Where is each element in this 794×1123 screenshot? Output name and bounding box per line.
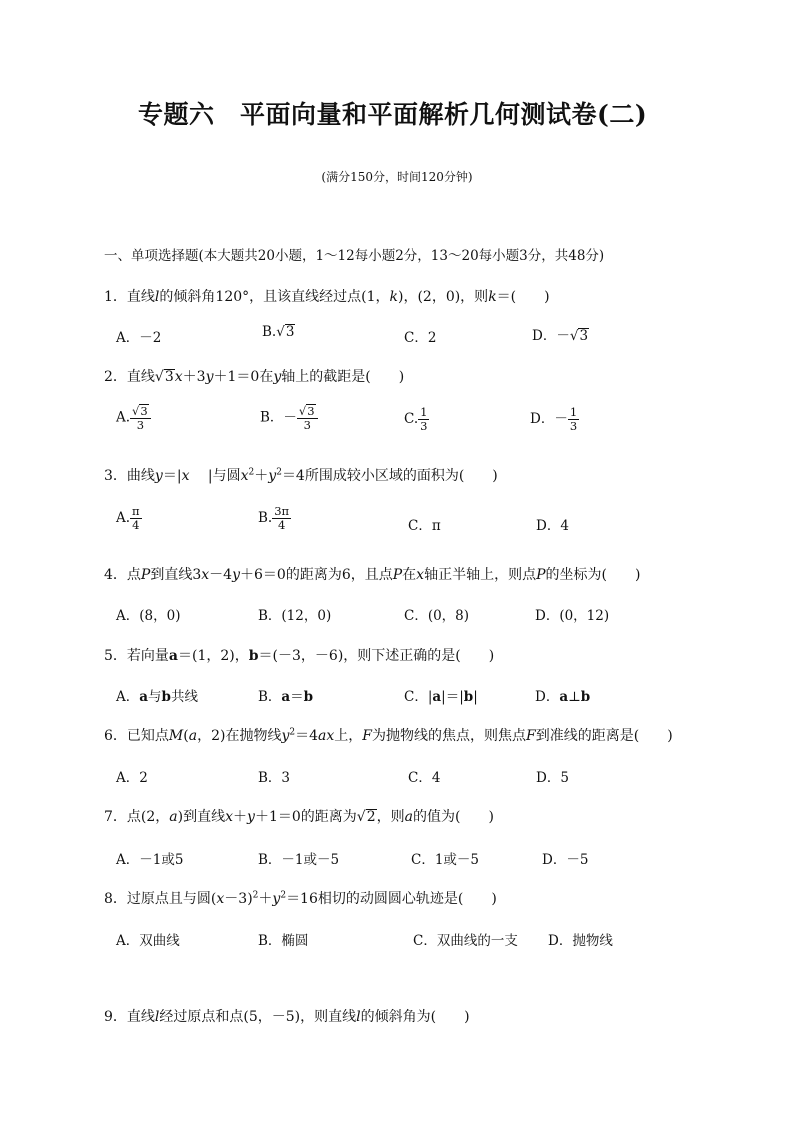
q6-option-d: D．5: [536, 770, 569, 786]
q7-option-d: D．－5: [542, 852, 589, 868]
q6-option-c: C．4: [408, 770, 441, 786]
question-3: 3．曲线y＝|x |与圆$x^2+y^2=4$所围成较小区域的面积为( ): [104, 467, 498, 484]
q4-option-c: C．(0，8): [404, 608, 470, 624]
q7-option-c: C．1或－5: [411, 852, 480, 868]
q3-option-a: A. $\frac{\pi}{4}$: [116, 504, 140, 533]
question-9: 9．直线l经过原点和点(5，－5)，则直线l的倾斜角为( ): [104, 1009, 470, 1025]
q1-option-a: A．－2: [116, 330, 162, 346]
section-heading: 一、单项选择题(本大题共20小题，1～12每小题2分，13～20每小题3分，共48分): [104, 248, 605, 264]
q2-option-a: A. $\frac{√3}{3}$: [116, 404, 151, 432]
question-7: 7．点(2，a)到直线x＋y＋1＝0的距离为√2，则a的值为( ): [104, 809, 494, 825]
question-1: 1．直线l的倾斜角120°，且该直线经过点(1，k)，(2，0)，则k＝( ): [104, 289, 550, 305]
q6-option-b: B．3: [258, 770, 291, 786]
q3-option-c: C．π: [408, 518, 441, 534]
question-5: 5．若向量a＝(1，2)，b＝(－3，－6)，则下述正确的是( ): [104, 648, 495, 664]
question-4: 4．点P到直线3x－4y＋6＝0的距离为6，且点P在x轴正半轴上，则点P的坐标为( ): [104, 567, 641, 583]
q3-option-b: B. $\frac{3\pi}{4}$: [258, 504, 290, 533]
question-number: 2．: [104, 369, 127, 385]
question-number: 1．: [104, 289, 127, 305]
q8-option-b: B．椭圆: [258, 933, 309, 949]
q5-option-d: D．a⊥b: [535, 689, 591, 705]
q4-option-b: B．(12，0): [258, 608, 332, 624]
q6-option-a: A．2: [116, 770, 148, 786]
question-6: 6．已知点M(a，2)在抛物线$y^2=4ax$上，F为抛物线的焦点，则焦点F到准线的距离是( ): [104, 727, 673, 744]
question-number: 7．: [104, 809, 127, 825]
q7-option-b: B．－1或－5: [258, 852, 340, 868]
q8-option-d: D．抛物线: [548, 933, 613, 949]
question-number: 4．: [104, 567, 127, 583]
q1-option-b: B.√3: [262, 324, 295, 340]
question-number: 6．: [104, 728, 127, 744]
q3-option-d: D．4: [536, 518, 569, 534]
q2-option-c: C. $\frac{1}{3}$: [404, 405, 428, 434]
q8-option-a: A．双曲线: [116, 933, 180, 949]
q5-option-a: A．a与b共线: [116, 689, 198, 705]
q7-option-a: A．－1或5: [116, 852, 184, 868]
q1-option-d: D．－√3: [532, 328, 589, 344]
score-time-note: (满分150分，时间120分钟): [321, 170, 473, 184]
q5-option-b: B．a＝b: [258, 689, 314, 705]
q4-option-a: A．(8，0): [116, 608, 181, 624]
q2-option-b: B．－ $\frac{√3}{3}$: [260, 404, 318, 432]
q5-option-c: C．|a|＝|b|: [404, 689, 478, 705]
q8-option-c: C．双曲线的一支: [413, 933, 518, 949]
question-number: 8．: [104, 891, 127, 907]
question-number: 3．: [104, 468, 127, 484]
question-8: 8．过原点且与圆$(x-3)^2+y^2=16$相切的动圆圆心轨迹是( ): [104, 890, 497, 907]
question-2: 2．直线√3x＋3y＋1＝0在y轴上的截距是( ): [104, 369, 405, 385]
q2-option-d: D．－ $\frac{1}{3}$: [530, 405, 578, 434]
q4-option-d: D．(0，12): [535, 608, 610, 624]
page-title: 专题六 平面向量和平面解析几何测试卷(二): [138, 100, 648, 129]
q1-option-c: C．2: [404, 330, 437, 346]
question-number: 9．: [104, 1009, 127, 1025]
question-number: 5．: [104, 648, 127, 664]
